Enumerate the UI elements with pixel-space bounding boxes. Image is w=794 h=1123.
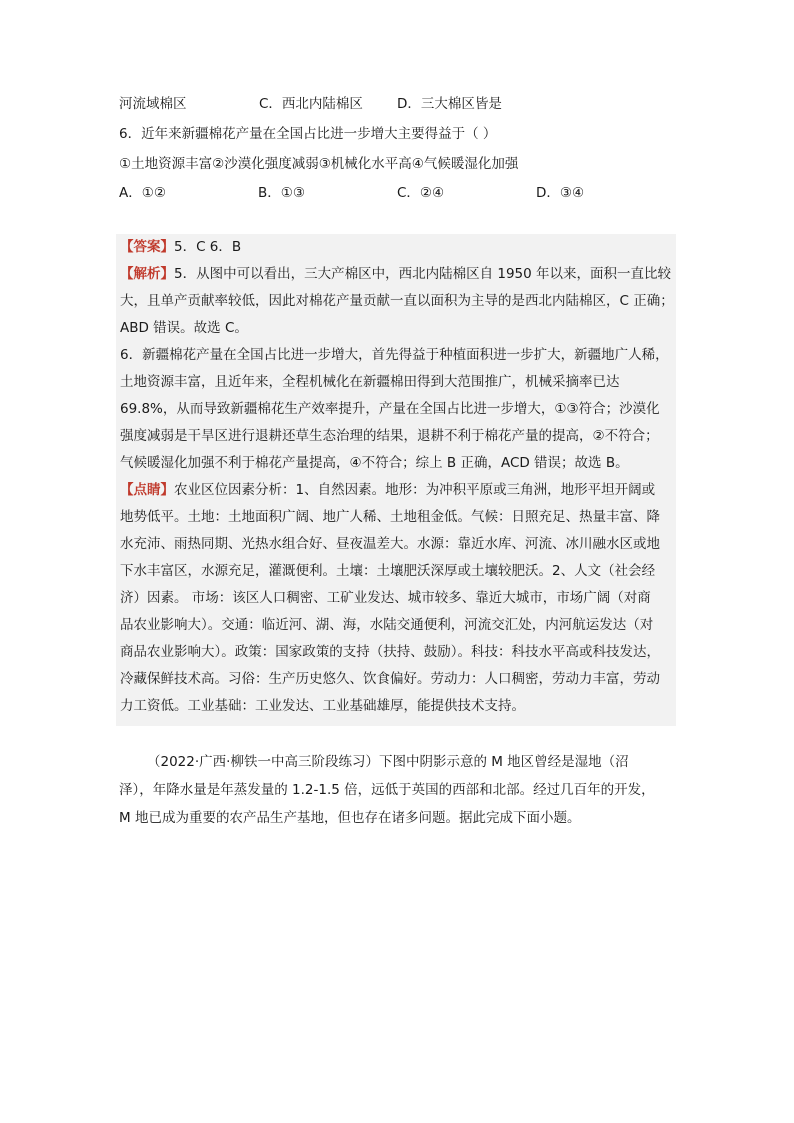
q5-option-d: D．三大棉区皆是 xyxy=(397,96,502,112)
q6-statements: ①土地资源丰富②沙漠化强度减弱③机械化水平高④气候暖湿化加强 xyxy=(119,156,519,172)
comment-line-7: 商品农业影响大）。政策：国家政策的支持（扶持、鼓励）。科技：科技水平高或科技发达， xyxy=(120,644,660,660)
answer-line xyxy=(120,237,241,257)
comment-line-9: 力工资低。工业基础：工业发达、工业基础雄厚，能提供技术支持。 xyxy=(120,698,525,714)
analysis-line-5: 土地资源丰富，且近年来，全程机械化在新疆棉田得到大范围推广，机械采摘率已达 xyxy=(120,374,620,390)
q6-options xyxy=(119,183,679,203)
analysis-line-8: 气候暖湿化加强不利于棉花产量提高，④不符合；综上 B 正确，ACD 错误；故选 B。 xyxy=(120,455,629,471)
comment-line-2: 地势低平。土地：土地面积广阔、地广人稀、土地租金低。气候：日照充足、热量丰富、降 xyxy=(120,509,660,525)
q5-option-c: C．西北内陆棉区 xyxy=(259,96,363,112)
q5-options-carryover xyxy=(119,94,679,114)
comment-line-3: 水充沛、雨热同期、光热水组合好、昼夜温差大。水源：靠近水库、河流、冰川融水区或地 xyxy=(120,536,660,552)
analysis-line-2: 大，且单产贡献率较低，因此对棉花产量贡献一直以面积为主导的是西北内陆棉区，C 正确； xyxy=(120,293,674,309)
material-line-1: （2022·广西·柳铁一中高三阶段练习）下图中阴影示意的 M 地区曾经是湿地（沼 xyxy=(147,754,629,770)
analysis-text-1: 5．从图中可以看出，三大产棉区中，西北内陆棉区自 1950 年以来，面积一直比较 xyxy=(174,266,672,282)
q6-option-b: B．①③ xyxy=(258,185,305,201)
q6-stem: 6．近年来新疆棉花产量在全国占比进一步增大主要得益于（ ） xyxy=(119,126,497,142)
answer-tag: 【答案】 xyxy=(120,239,174,255)
analysis-line-4: 6．新疆棉花产量在全国占比进一步增大，首先得益于种植面积进一步扩大，新疆地广人稀， xyxy=(120,347,669,363)
material-line-3: M 地已成为重要的农产品生产基地，但也存在诸多问题。据此完成下面小题。 xyxy=(119,810,581,826)
q6-option-c: C．②④ xyxy=(397,185,445,201)
comment-text-1: 农业区位因素分析：1、自然因素。地形：为冲积平原或三角洲，地形平坦开阔或 xyxy=(174,482,656,498)
analysis-line-3: ABD 错误。故选 C。 xyxy=(120,320,248,336)
analysis-line-7: 强度减弱是干旱区进行退耕还草生态治理的结果，退耕不利于棉花产量的提高，②不符合； xyxy=(120,428,659,444)
comment-line-5: 济）因素。 市场：该区人口稠密、工矿业发达、城市较多、靠近大城市，市场广阔（对商 xyxy=(120,590,651,606)
q6-option-a: A．①② xyxy=(119,185,166,201)
analysis-tag: 【解析】 xyxy=(120,266,174,282)
comment-line-8: 冷藏保鲜技术高。习俗：生产历史悠久、饮食偏好。劳动力：人口稠密，劳动力丰富，劳动 xyxy=(120,671,660,687)
comment-line-6: 品农业影响大）。交通：临近河、湖、海，水陆交通便利，河流交汇处，内河航运发达（对 xyxy=(120,617,654,633)
answer-text: 5．C 6．B xyxy=(174,239,242,255)
analysis-line-1 xyxy=(120,264,671,284)
material-line-2: 泽），年降水量是年蒸发量的 1.2-1.5 倍，远低于英国的西部和北部。经过几百年的开发， xyxy=(119,782,655,798)
q5-option-b-tail: 河流域棉区 xyxy=(119,96,187,112)
answer-analysis-box xyxy=(116,234,676,726)
comment-line-4: 下水丰富区，水源充足，灌溉便利。土壤：土壤肥沃深厚或土壤较肥沃。2、人文（社会经 xyxy=(120,563,656,579)
q6-option-d: D．③④ xyxy=(536,185,585,201)
analysis-line-6: 69.8%，从而导致新疆棉花生产效率提升，产量在全国占比进一步增大，①③符合；沙漠化 xyxy=(120,401,660,417)
comment-line-1 xyxy=(120,480,655,500)
comment-tag: 【点睛】 xyxy=(120,482,174,498)
